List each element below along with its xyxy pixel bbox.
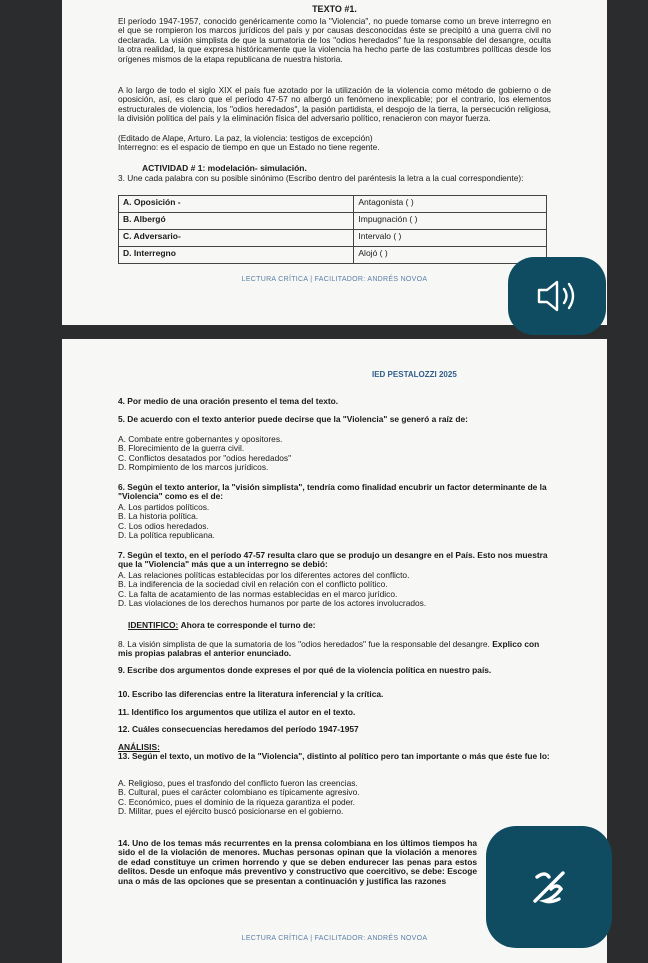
- option-a[interactable]: A. Religioso, pues el trasfondo del conflicto fueron las creencias.: [118, 778, 358, 788]
- activity-instruction: 3. Une cada palabra con su posible sinónimo (Escribo dentro del paréntesis la letra a la cual correspondiente):: [118, 173, 524, 183]
- citation-definition: Interregno: es el espacio de tiempo en que un Estado no tiene regente.: [118, 142, 380, 153]
- matching-table: [118, 195, 547, 264]
- option-b[interactable]: B. Florecimiento de la guerra civil.: [118, 443, 245, 454]
- annotate-toggle-button[interactable]: [486, 826, 612, 948]
- question-14: 14. Uno de los temas más recurrentes en la prensa colombiana en los últimos tiempos ha sido el de la violación de menores. Muchas personas opinan que la violación a menores de edad constituye un crimen horrendo y que se deben endurecer las penas para estos delitos. Desde un enfoque más preventivo y constructivo que coercitivo, se debe: Escoge una o más de las opciones que se presentan a continuación y justifica las razones: [118, 838, 477, 886]
- option-a[interactable]: A. Combate entre gobernantes y opositores.: [118, 434, 283, 444]
- read-aloud-button[interactable]: [508, 257, 606, 335]
- identifico-text: Ahora te corresponde el turno de:: [180, 620, 316, 630]
- question-5-options: [118, 435, 551, 473]
- activity-title: ACTIVIDAD # 1: modelación- simulación.: [142, 163, 307, 173]
- question-7: 7. Según el texto, en el período 47-57 resulta claro que se produjo un desangre en el País. Esto nos muestra que la "Violencia" más que a un interregno se debió:: [118, 550, 548, 570]
- option-a[interactable]: A. Las relaciones políticas establecidas por los diferentes actores del conflicto.: [118, 570, 410, 580]
- option-d[interactable]: D. La política republicana.: [118, 530, 215, 541]
- question-8-statement: 8. La visión simplista de que la sumatoria de los "odios heredados" fue la responsable del desangre.: [118, 639, 490, 649]
- question-12: 12. Cuáles consecuencias heredamos del período 1947-1957: [118, 724, 359, 734]
- question-13-options: [118, 779, 551, 817]
- question-8-instruction: Explico con mis propias palabras el anterior enunciado.: [118, 639, 540, 659]
- synonym-cell[interactable]: Alojó ( ): [354, 247, 547, 264]
- question-6-options: [118, 503, 551, 541]
- analisis-label: ANÁLISIS:: [118, 742, 160, 752]
- option-a[interactable]: A. Los partidos políticos.: [118, 502, 210, 512]
- question-5: 5. De acuerdo con el texto anterior puede decirse que la "Violencia" se generó a raíz de:: [118, 414, 468, 424]
- page-footer: LECTURA CRÍTICA | FACILITADOR: ANDRÉS NOVOA: [241, 935, 428, 942]
- synonym-cell[interactable]: Antagonista ( ): [354, 196, 547, 213]
- term-cell: B. Albergó: [119, 213, 354, 230]
- question-9: 9. Escribe dos argumentos donde expreses el por qué de la violencia política en nuestro país.: [118, 665, 492, 675]
- option-d[interactable]: D. Las violaciones de los derechos humanos por parte de los actores involucrados.: [118, 598, 427, 609]
- question-10: 10. Escribo las diferencias entre la literatura inferencial y la crítica.: [118, 689, 384, 699]
- citation: [118, 134, 551, 153]
- synonym-cell[interactable]: Intervalo ( ): [354, 230, 547, 247]
- text-title: TEXTO #1.: [312, 4, 357, 14]
- option-c[interactable]: C. La falta de acatamiento de las normas establecidas en el marco jurídico.: [118, 588, 398, 599]
- option-b[interactable]: B. Cultural, pues el carácter colombiano es típicamente agresivo.: [118, 787, 360, 798]
- option-c[interactable]: C. Los odios heredados.: [118, 520, 209, 531]
- term-cell: D. Interregno: [119, 247, 354, 264]
- identifico-label: IDENTIFICO:: [128, 620, 179, 630]
- question-4: 4. Por medio de una oración presento el tema del texto.: [118, 396, 339, 406]
- option-c[interactable]: C. Económico, pues el dominio de la riqueza garantiza el poder.: [118, 796, 355, 807]
- table-row: [119, 196, 547, 213]
- paragraph-2: A lo largo de todo el siglo XIX el país fue azotado por la utilización de la violencia como método de gobierno o de oposición, así, es claro que el período 47-57 no albergó un fenómeno inexplicable; por el contrario, los elementos estructurales de violencia, los "odios heredados", la pasión partidista, el despojo de la tierra, la persecución religiosa, la división política del país y la eliminación física del adversario político, renacieron con mayor fuerza.: [118, 85, 551, 124]
- option-d[interactable]: D. Militar, pues el ejército buscó posicionarse en el gobierno.: [118, 806, 344, 817]
- table-row: [119, 213, 547, 230]
- option-b[interactable]: B. La indiferencia de la sociedad civil en relación con el conflicto político.: [118, 579, 388, 590]
- page-footer: LECTURA CRÍTICA | FACILITADOR: ANDRÉS NOVOA: [241, 276, 428, 283]
- synonym-cell[interactable]: Impugnación ( ): [354, 213, 547, 230]
- question-13: 13. Según el texto, un motivo de la "Violencia", distinto al político pero tan importante o más que éste fue lo:: [118, 751, 550, 761]
- question-6: 6. Según el texto anterior, la "visión simplista", tendría como finalidad encubrir un factor determinante de la "Violencia" como es el de:: [118, 482, 547, 502]
- question-7-options: [118, 571, 551, 609]
- table-row: [119, 230, 547, 247]
- paragraph-1: El período 1947-1957, conocido genéricamente como la "Violencia", no puede tomarse como un breve interregno en el que se rompieron los marcos jurídicos del país y por causas desconocidas éste se precipitó a una guerra civil no declarada. La visión simplista de que la sumatoria de los "odios heredados" fue la responsable del desangre, oculta la otra realidad, la que expresa históricamente que la violencia ha hecho parte de las costumbres políticas desde los orígenes mismos de la etapa republicana de nuestra historia.: [118, 16, 551, 64]
- school-header: IED PESTALOZZI 2025: [372, 370, 457, 379]
- term-cell: C. Adversario-: [119, 230, 354, 247]
- term-cell: A. Oposición -: [119, 196, 354, 213]
- citation-source: (Editado de Alape, Arturo. La paz, la violencia: testigos de excepción): [118, 133, 373, 143]
- pen-off-icon: [523, 861, 575, 913]
- question-8: [118, 640, 551, 659]
- speaker-icon: [535, 278, 579, 314]
- table-row: [119, 247, 547, 264]
- question-11: 11. Identifico los argumentos que utiliza el autor en el texto.: [118, 707, 356, 717]
- option-c[interactable]: C. Conflictos desatados por "odios heredados": [118, 452, 292, 463]
- identifico-line: [128, 621, 551, 630]
- option-b[interactable]: B. La historia política.: [118, 511, 199, 522]
- option-d[interactable]: D. Rompimiento de los marcos jurídicos.: [118, 462, 269, 473]
